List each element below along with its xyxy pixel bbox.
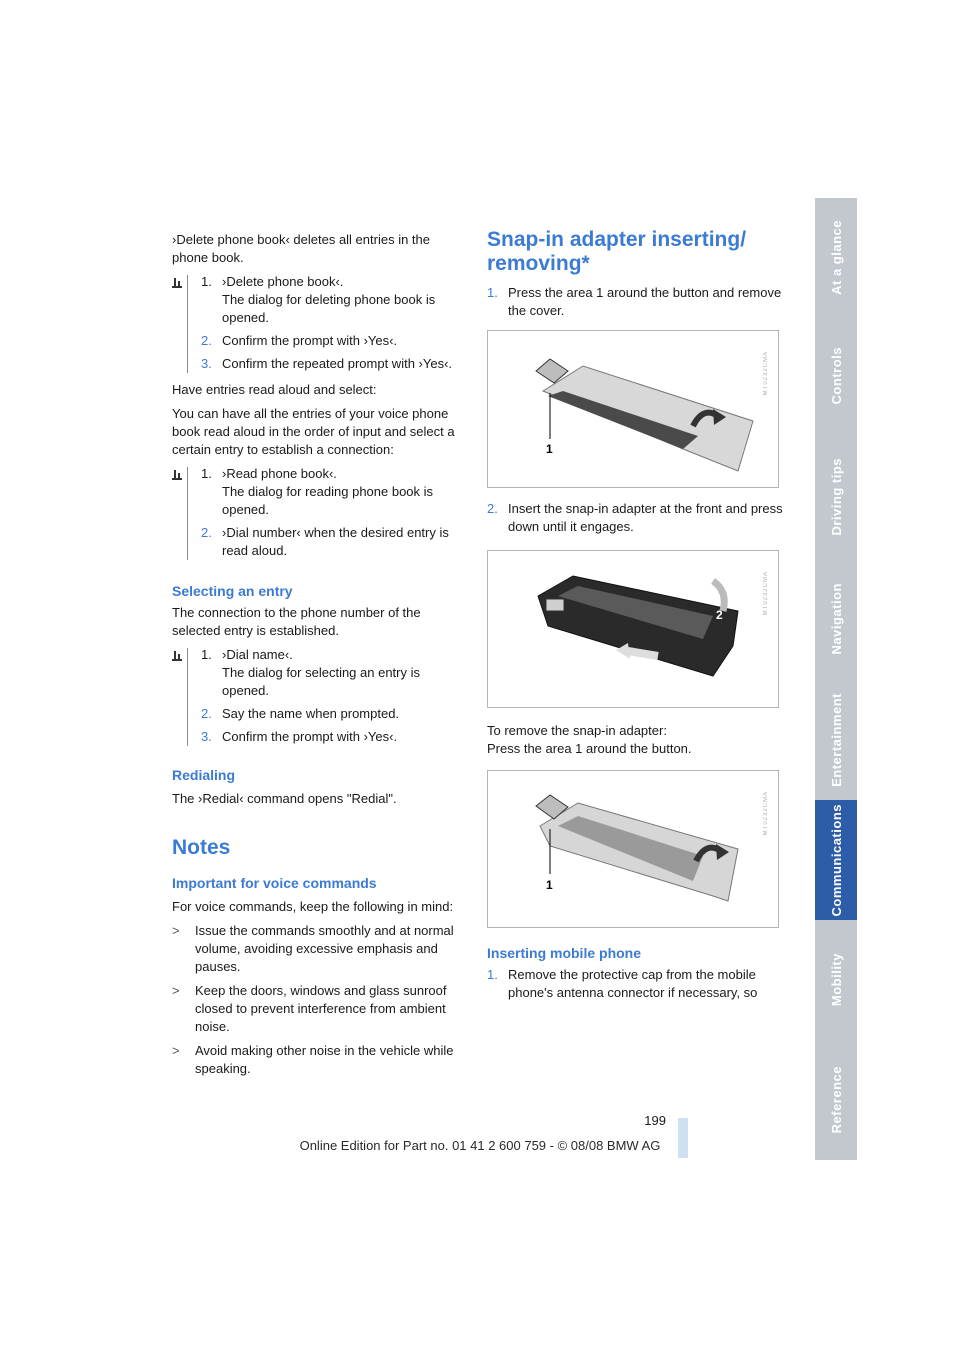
figure-adapter-insert (487, 550, 779, 708)
divider-line (187, 467, 188, 560)
tab-entertainment[interactable]: Entertainment (815, 680, 857, 802)
adapter-illustration (488, 551, 778, 707)
step-item: 3. Confirm the repeated prompt with ›Yes‹. (201, 356, 453, 371)
adapter-illustration (488, 771, 778, 927)
footer-text: Online Edition for Part no. 01 41 2 600 759 - © 08/08 BMW AG (299, 1138, 661, 1153)
important-heading: Important for voice commands (172, 875, 377, 891)
selecting-text: The connection to the phone number of the selected entry is established. (172, 605, 421, 638)
redialing-text: The ›Redial‹ command opens "Redial". (172, 791, 397, 806)
left-column (172, 231, 464, 1084)
read-aloud-label: Have entries read aloud and select: (172, 382, 377, 397)
step-item: 1. Remove the protective cap from the mobile phone's antenna connector if necessary, so (487, 967, 758, 1000)
step-item: 1. Press the area 1 around the button and remove the cover. (487, 285, 782, 318)
read-aloud-text: You can have all the entries of your voice phone book read aloud in the order of input and select a certain entry to establish a connection: (172, 406, 455, 457)
step-item: 1. ›Dial name‹. The dialog for selecting an entry is opened. (201, 647, 420, 698)
right-column (487, 228, 783, 1007)
figure-code: MT0232CMA (763, 351, 769, 396)
snapin-heading: Snap-in adapter inserting/ removing* (487, 228, 747, 275)
step-item: 1. ›Delete phone book‹. The dialog for deleting phone book is opened. (201, 274, 436, 325)
divider-line (187, 648, 188, 746)
important-text: For voice commands, keep the following in mind: (172, 899, 454, 914)
tab-mobility[interactable]: Mobility (815, 920, 857, 1042)
tab-navigation[interactable]: Navigation (815, 558, 857, 682)
list-item: > Issue the commands smoothly and at normal volume, avoiding excessive emphasis and pauses. (172, 923, 454, 974)
remove-line-1: To remove the snap-in adapter: (487, 723, 667, 738)
step-item: 2. Confirm the prompt with ›Yes‹. (201, 333, 398, 348)
remove-line-2: Press the area 1 around the button. (487, 741, 692, 756)
step-item: 3. Confirm the prompt with ›Yes‹. (201, 729, 398, 744)
figure-cover-removal (487, 330, 779, 488)
notes-heading: Notes (172, 836, 231, 859)
voice-steps-dial (172, 646, 464, 746)
figure-label: 2 (716, 608, 723, 622)
step-item: 2. Insert the snap-in adapter at the front and press down until it engages. (487, 501, 783, 534)
list-item: > Keep the doors, windows and glass sunroof closed to prevent interference from ambient noise. (172, 983, 447, 1034)
voice-steps-read (172, 465, 464, 560)
list-item: > Avoid making other noise in the vehicle while speaking. (172, 1043, 454, 1076)
voice-steps-delete (172, 273, 464, 373)
voice-command-icon (172, 277, 184, 289)
voice-command-icon (172, 650, 184, 662)
inserting-heading: Inserting mobile phone (487, 945, 642, 961)
section-tabs (815, 198, 857, 1160)
step-item: 2. ›Dial number‹ when the desired entry is read aloud. (201, 525, 449, 558)
figure-adapter-remove (487, 770, 779, 928)
tab-driving-tips[interactable]: Driving tips (815, 436, 857, 560)
step-item: 1. ›Read phone book‹. The dialog for reading phone book is opened. (201, 466, 434, 517)
figure-code: MT0232CMA (763, 571, 769, 616)
tab-communications[interactable]: Communications (815, 800, 857, 922)
figure-code: MT0232CMA (763, 791, 769, 836)
tab-controls[interactable]: Controls (815, 316, 857, 438)
figure-label: 1 (546, 442, 553, 456)
redialing-heading: Redialing (172, 767, 236, 783)
figure-label: 1 (546, 878, 553, 892)
adapter-illustration (488, 331, 778, 487)
tab-reference[interactable]: Reference (815, 1040, 857, 1162)
page-number: 199 (644, 1113, 666, 1128)
step-item: 2. Say the name when prompted. (201, 706, 400, 721)
divider-line (187, 275, 188, 373)
delete-intro: ›Delete phone book‹ deletes all entries in the phone book. (172, 232, 430, 265)
selecting-heading: Selecting an entry (172, 583, 293, 599)
voice-command-icon (172, 469, 184, 481)
tab-at-a-glance[interactable]: At a glance (815, 198, 857, 318)
